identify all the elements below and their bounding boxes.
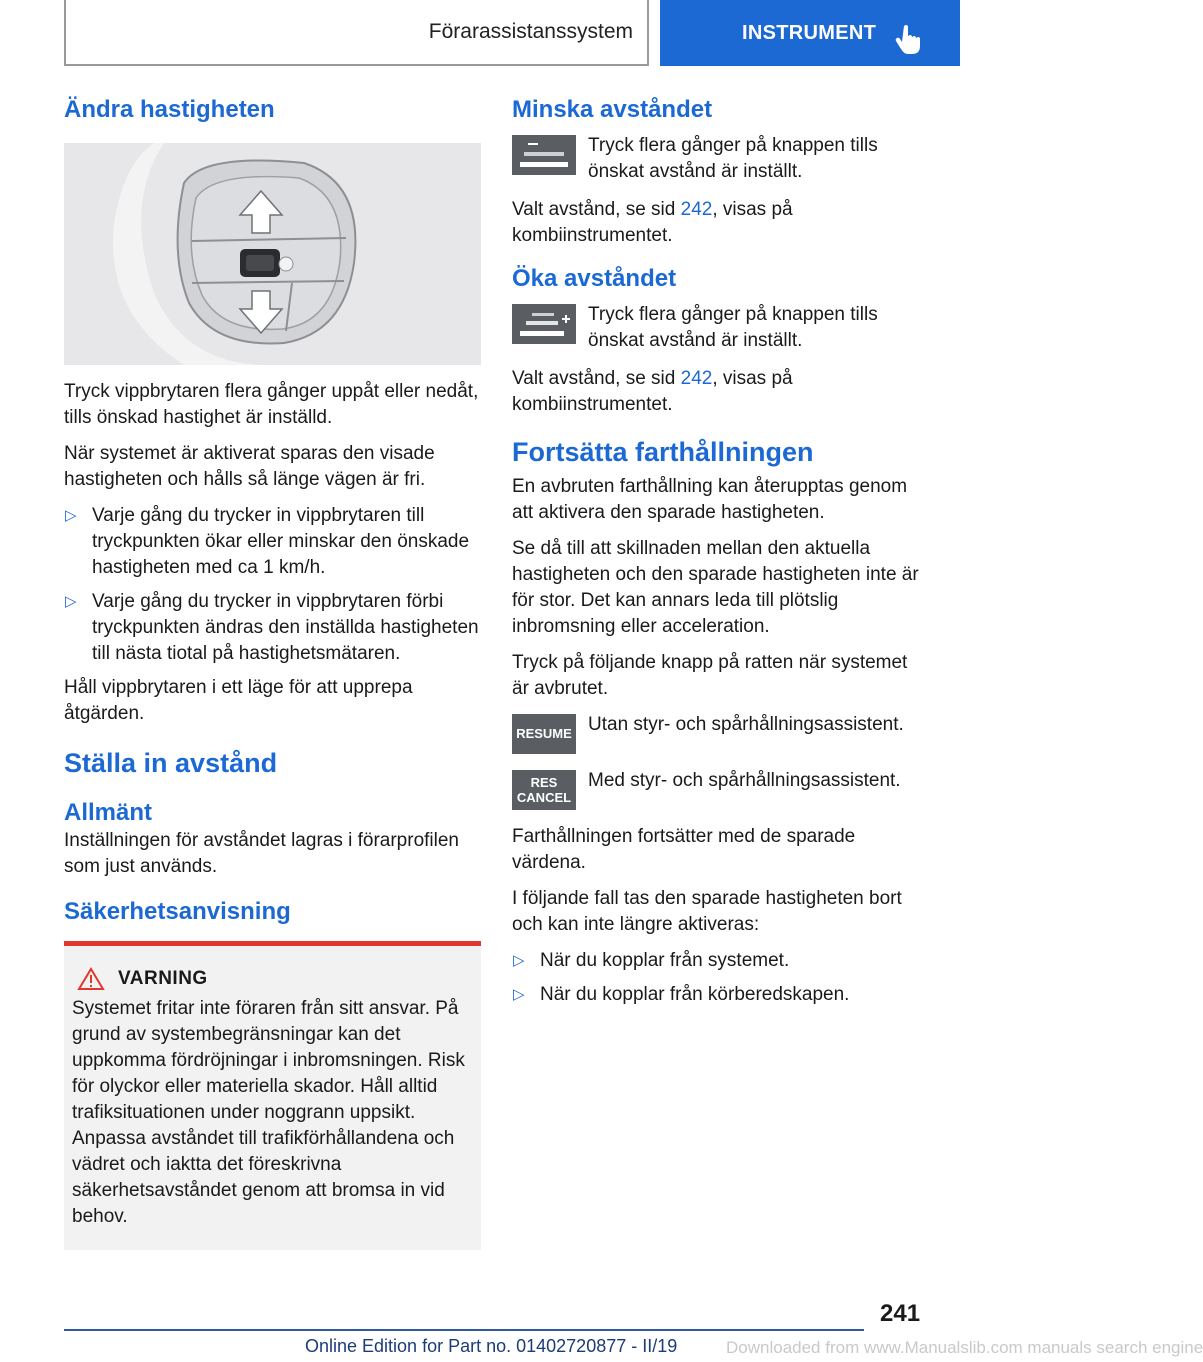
warning-header: [72, 968, 473, 990]
decrease-distance-button-icon: [512, 135, 576, 175]
paragraph-saved-speed: När systemet är aktiverat sparas den visade hastigheten och hålls så länge vägen är fri.: [64, 442, 435, 490]
paragraph-general: Inställningen för avståndet lagras i förarprofilen som just används.: [64, 829, 460, 877]
right-column: [512, 96, 922, 1016]
section-tab[interactable]: [64, 0, 649, 66]
deletion-cases-list: [512, 948, 922, 1008]
list-item: [512, 982, 922, 1008]
paragraph-deleted: I följande fall tas den sparade hastigheten bort och kan inte längre aktiveras:: [512, 887, 902, 935]
left-column: [64, 96, 481, 1250]
edition-text: Online Edition for Part no. 01402720877 - II/19: [305, 1336, 678, 1356]
warning-label: VARNING: [118, 967, 208, 989]
steering-wheel-rocker-image: [64, 143, 481, 365]
triangle-bullet-icon: ▷: [65, 592, 77, 610]
decrease-distance-text: Tryck flera gånger på knappen tills önskat avstånd är inställt.: [588, 134, 878, 182]
paragraph-resume-3: Tryck på följande knapp på ratten när systemet är avbrutet.: [512, 651, 908, 699]
increase-distance-button-icon: [512, 304, 576, 344]
pointing-hand-icon: [896, 24, 922, 54]
section-title: Förarassistanssystem: [428, 20, 633, 43]
paragraph-hold: Håll vippbrytaren i ett läge för att upprepa åtgärden.: [64, 676, 413, 724]
increase-distance-text: Tryck flera gånger på knappen tills önskat avstånd är inställt.: [588, 303, 878, 351]
heading-general: Allmänt: [64, 799, 153, 827]
list-item-text: Varje gång du trycker in vippbrytaren till tryckpunkten ökar eller minskar den önskade hastigheten med ca 1 km/h.: [92, 504, 470, 578]
list-item-text: När du kopplar från körberedskapen.: [540, 983, 850, 1005]
heading-safety: Säkerhetsanvisning: [64, 897, 291, 925]
res-cancel-button-icon: RES CANCEL: [512, 770, 576, 810]
heading-set-distance: Ställa in avstånd: [64, 747, 278, 778]
footer-divider: [64, 1329, 864, 1331]
res-cancel-button-row: [512, 768, 922, 810]
list-item: [64, 589, 481, 667]
page-link-242[interactable]: 242: [680, 198, 713, 220]
increase-distance-row: [512, 302, 922, 354]
increase-distance-note: Valt avstånd, se sid 242, visas på kombiinstrumentet.: [512, 367, 793, 415]
heading-decrease-distance: Minska avståndet: [512, 96, 713, 123]
resume-button-text: Utan styr- och spårhållningsassistent.: [588, 713, 904, 735]
page-number: 241: [880, 1300, 921, 1327]
chapter-title: INSTRUMENT: [742, 21, 877, 44]
paragraph-resume-2: Se då till att skillnaden mellan den aktuella hastigheten och den sparade hastigheten inte är för stor. Det kan annars leda till plötslig inbromsning eller acceleration.: [512, 537, 919, 637]
paragraph-continue: Farthållningen fortsätter med de sparade värdena.: [512, 825, 856, 873]
speed-step-list: [64, 503, 481, 667]
page-link-242[interactable]: 242: [680, 367, 713, 389]
rocker-switch-illustration: [64, 143, 481, 365]
decrease-distance-note: Valt avstånd, se sid 242, visas på kombiinstrumentet.: [512, 198, 793, 246]
decrease-distance-row: [512, 133, 922, 185]
page-header: [0, 0, 960, 66]
triangle-bullet-icon: ▷: [513, 951, 525, 969]
paragraph-toggle: Tryck vippbrytaren flera gånger uppåt eller nedåt, tills önskad hastighet är inställd.: [64, 380, 479, 428]
list-item-text: Varje gång du trycker in vippbrytaren förbi tryckpunkten ändras den inställda hastigheten till nästa tiotal på hastighetsmätaren.: [92, 590, 479, 664]
chapter-tab[interactable]: [660, 0, 960, 66]
warning-box: [64, 941, 481, 1250]
triangle-bullet-icon: ▷: [513, 985, 525, 1003]
warning-triangle-icon: [78, 968, 104, 990]
res-cancel-button-text: Med styr- och spårhållningsassistent.: [588, 769, 901, 791]
warning-text: Systemet fritar inte föraren från sitt ansvar. På grund av systembegränsningar kan det uppkomma fördröjningar i inbromsningen. Risk för olyckor eller materiella skador. Håll alltid trafiksituationen under noggrann uppsikt. Anpassa avståndet till trafikförhållandena och vädret och iaktta det föreskrivna säkerhetsavståndet genom att bromsa in vid behov.: [72, 997, 465, 1227]
heading-increase-distance: Öka avståndet: [512, 264, 677, 292]
heading-change-speed: Ändra hastigheten: [64, 96, 275, 123]
paragraph-resume-1: En avbruten farthållning kan återupptas genom att aktivera den sparade hastigheten.: [512, 475, 908, 523]
resume-button-row: [512, 712, 922, 754]
list-item-text: När du kopplar från systemet.: [540, 949, 790, 971]
triangle-bullet-icon: ▷: [65, 506, 77, 524]
watermark-text: Downloaded from www.Manualslib.com manuals search engine: [726, 1338, 1203, 1357]
list-item: [64, 503, 481, 581]
list-item: [512, 948, 922, 974]
resume-button-icon: RESUME: [512, 714, 576, 754]
heading-resume-cruise: Fortsätta farthållningen: [512, 436, 814, 467]
